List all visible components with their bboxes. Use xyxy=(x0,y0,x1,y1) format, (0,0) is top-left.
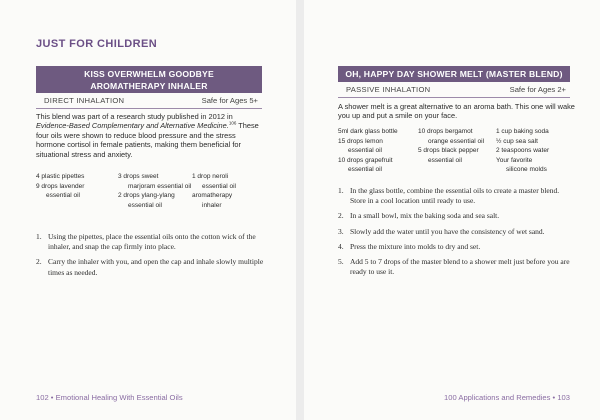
page-number-left: 102 xyxy=(36,393,49,402)
left-page xyxy=(0,0,296,420)
ingredients-col-1-left xyxy=(36,172,114,201)
ingredient-item: 1 drop neroli essential oil xyxy=(192,173,236,190)
ingredient-item: 4 plastic pipettes xyxy=(36,173,85,180)
ingredient-item: 1 cup baking soda xyxy=(496,128,549,135)
footer-left xyxy=(36,393,183,402)
recipe-title-line-1: KISS OVERWHELM GOODBYE xyxy=(84,69,214,79)
ingredients-col-2-right xyxy=(418,127,494,165)
footnote-ref: 106 xyxy=(228,120,237,126)
right-page xyxy=(304,0,600,420)
ingredient-item: 2 drops ylang-ylang essential oil xyxy=(118,192,175,209)
book-gutter xyxy=(296,0,304,420)
step-item: 2. In a small bowl, mix the baking soda and sea salt. xyxy=(338,211,500,221)
ingredients-col-3-right xyxy=(496,127,574,175)
step-item: 3. Slowly add the water until you have the consistency of wet sand. xyxy=(338,226,545,236)
recipe-title: OH, HAPPY DAY SHOWER MELT (MASTER BLEND) xyxy=(345,69,563,79)
footer-bullet: • xyxy=(552,393,556,402)
steps-list-left xyxy=(36,232,264,283)
ingredients-col-2-left xyxy=(118,172,192,210)
recipe-title-bar-left xyxy=(36,66,262,93)
ingredient-item: 9 drops lavender essential oil xyxy=(36,182,85,199)
footer-right xyxy=(444,393,570,402)
ingredient-item: 3 drops sweet marjoram essential oil xyxy=(118,173,192,190)
page-number-right: 103 xyxy=(557,393,570,402)
journal-name: Evidence-Based Complementary and Alternative Medicine. xyxy=(36,121,229,131)
method-label: PASSIVE INHALATION xyxy=(346,85,431,94)
footer-bullet: • xyxy=(50,393,54,402)
recipe-intro-right: A shower melt is a great alternative to an aroma bath. This one will wake you up and put a smile on your face. xyxy=(338,102,575,121)
step-item: 1. Using the pipettes, place the essential oils onto the cotton wick of the inhaler, and snap the cap firmly into place. xyxy=(36,232,256,252)
ingredient-item: ½ cup sea salt xyxy=(496,137,538,145)
ingredient-item: Your favorite silicone molds xyxy=(496,156,547,173)
ingredient-item: 5 drops black pepper essential oil xyxy=(418,147,479,164)
step-item: 1. In the glass bottle, combine the essential oils to create a master blend. Store in a cool location until ready to use. xyxy=(338,186,560,206)
ingredient-item: aromatherapy inhaler xyxy=(192,192,233,209)
ingredient-item: 5ml dark glass bottle xyxy=(338,128,398,135)
ingredients-col-1-right xyxy=(338,127,416,175)
method-label: DIRECT INHALATION xyxy=(44,96,125,105)
step-item: 5. Add 5 to 7 drops of the master blend to a shower melt just before you are ready to use it. xyxy=(338,257,570,277)
recipe-intro-left: This blend was part of a research study published in 2012 in Evidence-Based Complementary and Alternative Medicine.$^{106}$ These four oils were shown to reduce blood pressure and the stress hormone cortisol in female patients, making them beneficial for situational stress and anxiety. xyxy=(36,112,259,159)
ingredient-item: 10 drops bergamot orange essential oil xyxy=(418,128,485,145)
recipe-meta-left xyxy=(36,94,262,109)
section-title: JUST FOR CHILDREN xyxy=(36,38,158,50)
step-item: 4. Press the mixture into molds to dry and set. xyxy=(338,241,481,251)
ingredient-item: 15 drops lemon essential oil xyxy=(338,137,383,154)
recipe-title-line-2: AROMATHERAPY INHALER xyxy=(90,81,208,91)
recipe-meta-right xyxy=(338,83,570,98)
safety-label: Safe for Ages 5+ xyxy=(201,96,258,105)
safety-label: Safe for Ages 2+ xyxy=(509,85,566,94)
ingredient-item: 2 teaspoons water xyxy=(496,147,550,154)
step-item: 2. Carry the inhaler with you, and open the cap and inhale slowly multiple times as needed. xyxy=(36,257,264,277)
steps-list-right xyxy=(338,186,576,282)
book-title: 100 Applications and Remedies xyxy=(444,393,551,402)
book-title: Emotional Healing With Essential Oils xyxy=(55,393,183,402)
ingredient-item: 10 drops grapefruit essential oil xyxy=(338,156,393,173)
recipe-title-bar-right xyxy=(338,66,570,82)
ingredients-col-3-left xyxy=(192,172,264,210)
